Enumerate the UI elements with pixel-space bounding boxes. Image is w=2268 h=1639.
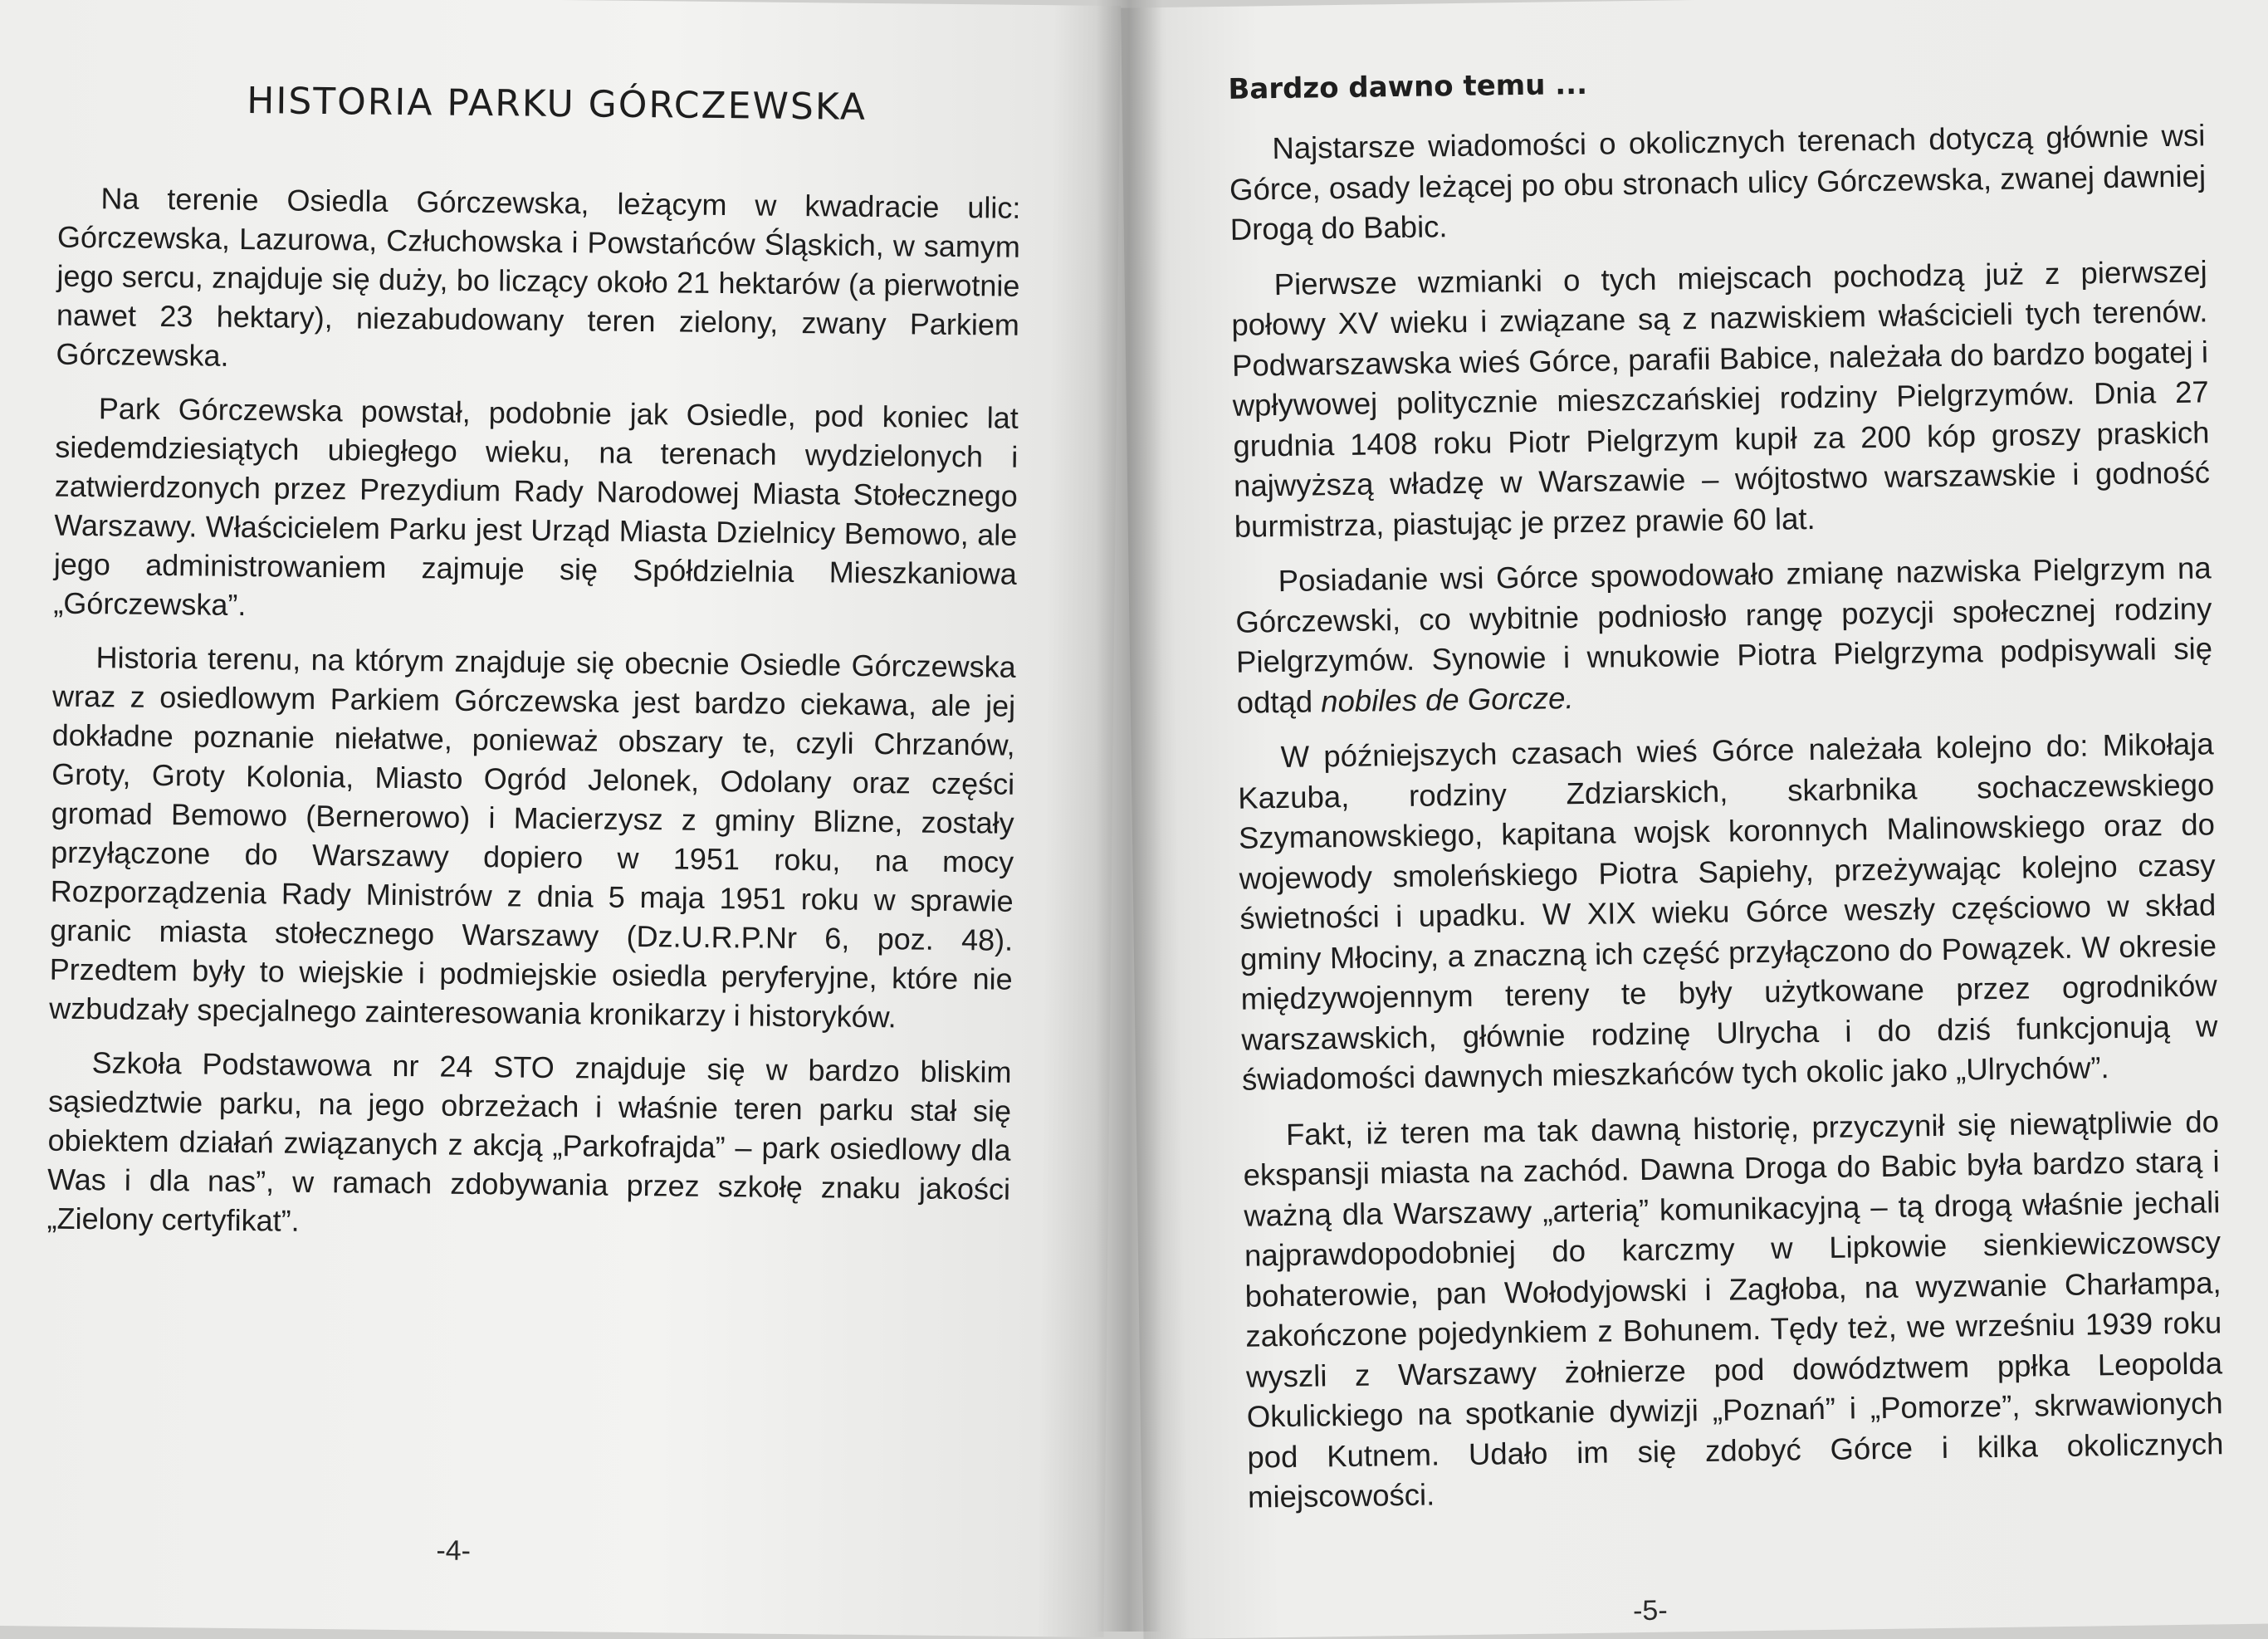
paragraph: Najstarsze wiadomości o okolicznych terenach dotyczą głównie wsi Górce, osady leżącej po obu stronach ulicy Górczewska, zwanej dawniej Drogą do Babic. — [1229, 118, 2207, 247]
paragraph: Fakt, iż teren ma tak dawną historię, przyczynił się niewątpliwie do ekspansji miasta na zachód. Dawna Droga do Babic była bardzo starą i ważną dla Warszawy „arterią” komunikacyjną – tą drogą właśnie jechali najprawdopodobniej do karczmy w Lipkowie sienkiewiczowscy bohaterowie, pan Wołodyjowski i Zagłoba, na wyzwanie Charłampa, zakończone pojedynkiem z Bohunem. Tędy też, we wrześniu 1939 roku wyszli z Warszawy żołnierze pod dowództwem ppłka Leopolda Okulickiego na spotkanie dywizji „Poznań” i „Pomorze”, skrwawionych pod Kutnem. Udało im się zdobyć Górce i kilka okolicznych miejscowości. — [1243, 1103, 2224, 1514]
paragraph-text: Posiadanie wsi Górce spowodowało zmianę nazwiska Pielgrzym na Górczewski, co wybitnie podniosło rangę pozycji społecznej rodziny Pielgrzymów. Synowie i wnukowie Piotra Pielgrzyma podpisywali się odtąd — [1235, 550, 2213, 720]
paragraph: Szkoła Podstawowa nr 24 STO znajduje się w bardzo bliskim sąsiedztwie parku, na jego obrzeżach i właśnie teren parku stał się obiektem działań związanych z akcją „Parkofrajda” – park osiedlowy dla Was i dla nas”, w ramach zdobywania przez szkołę znaku jakości „Zielony certyfikat”. — [46, 1045, 1012, 1238]
page-number: -5- — [1632, 1594, 1668, 1627]
page-number: -4- — [436, 1534, 472, 1567]
paragraph: Na terenie Osiedla Górczewska, leżącym w kwadracie ulic: Górczewska, Lazurowa, Człuchowska i Powstańców Śląskich, w samym jego sercu, znajduje się duży, bo liczący około 21 hektarów (a pierwotnie nawet 23 hektary), niezabudowany teren zielony, zwany Parkiem Górczewska. — [56, 181, 1021, 373]
paragraph — [1234, 548, 2213, 722]
paragraph: Historia terenu, na którym znajduje się obecnie Osiedle Górczewska wraz z osiedlowym Parkiem Górczewska jest bardzo ciekawa, ale jej dokładne poznanie niełatwe, ponieważ obszary te, czyli Chrzanów, Groty, Groty Kolonia, Miasto Ogród Jelonek, Odolany oraz części gromad Bemowo (Bernerowo) i Macierzysz z gminy Blizne, zostały przyłączone do Warszawy dopiero w 1951 roku, na mocy Rozporządzenia Rady Ministrów z dnia 5 maja 1951 roku w sprawie granic miasta stołecznego Warszawy (Dz.U.R.P.Nr 6, poz. 48). Przedtem były to wiejskie i podmiejskie osiedla peryferyjne, które nie wzbudzały specjalnego zainteresowania kronikarzy i historyków. — [49, 640, 1016, 1035]
left-page — [0, 0, 1121, 1637]
paragraph: Pierwsze wzmianki o tych miejscach pochodzą już z pierwszej połowy XV wieku i związane są z nazwiskiem właścicieli tych terenów. Podwarszawska wieś Górce, parafii Babice, należała do bardzo bogatej i wpływowej politycznie mieszczańskiej rodziny Pielgrzymów. Dnia 27 grudnia 1408 roku Piotr Pielgrzym kupił za 200 kóp groszy praskich najwyższą władzę w Warszawie – wójtostwo warszawskie i godność burmistrza, piastując je przez prawie 60 lat. — [1231, 253, 2211, 544]
section-title: Bardzo dawno temu ... — [1228, 67, 1588, 106]
page-title: HISTORIA PARKU GÓRCZEWSKA — [247, 80, 868, 129]
latin-phrase: nobiles de Gorcze. — [1320, 680, 1574, 718]
paragraph: Park Górczewska powstał, podobnie jak Osiedle, pod koniec lat siedemdziesiątych ubiegłego wieku, na terenach wydzielonych i zatwierdzonych przez Prezydium Rady Narodowej Miasta Stołecznego Warszawy. Właścicielem Parku jest Urząd Miasta Dzielnicy Bemowo, ale jego administrowaniem zajmuje się Spółdzielnia Mieszkaniowa „Górczewska”. — [53, 391, 1019, 623]
paragraph: W późniejszych czasach wieś Górce należała kolejno do: Mikołaja Kazuba, rodziny Zdziarskich, skarbnika sochaczewskiego Szymanowskiego, kapitana wojsk koronnych Malinowskiego oraz do wojewody smoleńskiego Piotra Sapiehy, przeżywając kolejno czasy świetności i upadku. W XIX wieku Górce weszły częściowo w skład gminy Młociny, a znaczną ich część przyłączono do Powązek. W okresie międzywojennym tereny te były użytkowane przez ogrodników warszawskich, głównie rodzinę Ulrycha i do dziś funkcjonują w świadomości dawnych mieszkańców tych okolic jako „Ulrychów”. — [1238, 727, 2218, 1097]
right-page — [1121, 0, 2268, 1639]
